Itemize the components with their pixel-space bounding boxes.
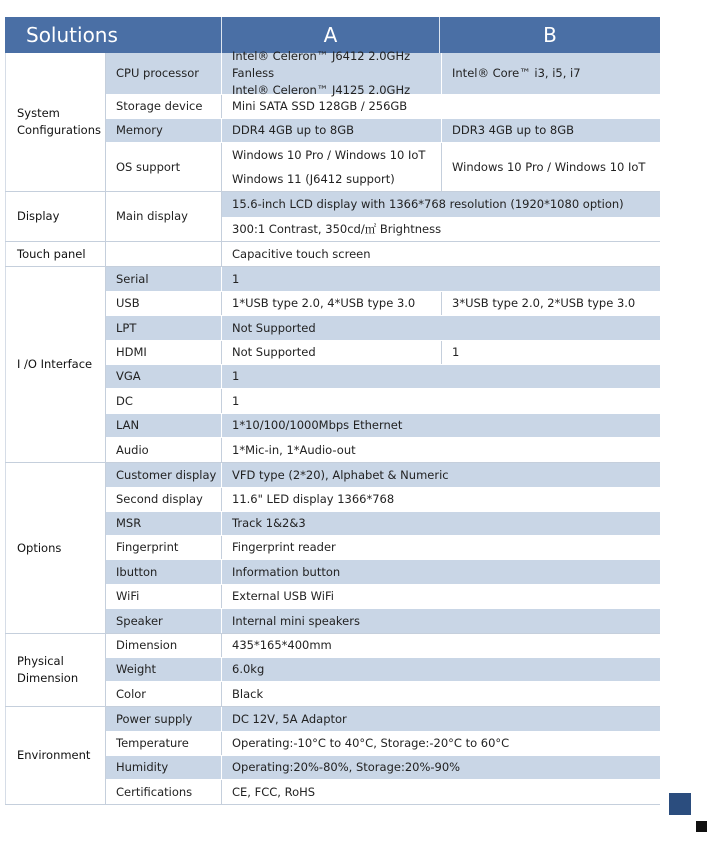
value-a: [222, 316, 660, 340]
value-line: 1*10/100/1000Mbps Ethernet: [232, 418, 403, 432]
group-name: System Configurations: [5, 53, 106, 191]
table-row: [106, 609, 660, 633]
value-a: [222, 609, 660, 633]
value-line: Intel® Celeron™ J6412 2.0GHz Fanless: [232, 49, 411, 80]
table-row: [106, 49, 660, 97]
table-row: [106, 707, 660, 732]
value-a: [222, 634, 660, 657]
value-a: [222, 682, 660, 706]
value-line: 1: [232, 393, 240, 408]
row-label: USB: [106, 292, 222, 315]
value-a: 300:1 Contrast, 350cd/㎡ Brightness: [232, 221, 442, 236]
value-line: Operating:20%-80%, Storage:20%-90%: [232, 760, 461, 774]
group-name: Touch panel: [5, 242, 106, 266]
table-row: [106, 119, 660, 143]
value-b: [441, 53, 660, 94]
decorative-square-small: [696, 821, 707, 832]
row-label: Certifications: [106, 780, 222, 804]
value-a: [222, 463, 660, 487]
value-line: 1: [232, 369, 240, 383]
row-label: Speaker: [106, 609, 222, 633]
value-a: [222, 585, 660, 608]
group-name: Environment: [5, 707, 106, 804]
row-label: MSR: [106, 512, 222, 535]
table-row: [106, 95, 660, 119]
spec-group: [5, 267, 660, 463]
value-line: Fingerprint reader: [232, 540, 336, 554]
table-row: [106, 389, 660, 414]
value-line: 1: [452, 345, 460, 359]
table-row: [106, 756, 660, 780]
spec-group: [5, 463, 660, 634]
value-a: [222, 780, 660, 804]
row-label: Audio: [106, 438, 222, 462]
value-a: [222, 292, 441, 315]
value-line: DC 12V, 5A Adaptor: [232, 711, 347, 726]
row-label: Weight: [106, 658, 222, 681]
table-row: [106, 536, 660, 560]
value-line: Windows 11 (J6412 support): [232, 172, 395, 186]
value-line: External USB WiFi: [232, 589, 334, 603]
value-b: [441, 292, 660, 315]
value-line: Windows 10 Pro / Windows 10 IoT: [452, 159, 646, 174]
value-line: Not Supported: [232, 320, 316, 335]
spec-group: [5, 707, 660, 805]
row-label: Customer display: [106, 463, 222, 487]
table-row: [106, 560, 660, 585]
header-column-b: B: [543, 23, 557, 47]
value-a: [222, 267, 660, 291]
value-a: [222, 707, 660, 731]
value-a: [222, 242, 660, 266]
row-label: HDMI: [106, 341, 222, 364]
value-a: [222, 756, 660, 779]
row-label: DC: [106, 389, 222, 413]
table-row: [106, 732, 660, 756]
spec-group: [5, 242, 660, 267]
table-row: [106, 585, 660, 609]
value-line: Track 1&2&3: [232, 516, 306, 530]
spec-table: [5, 49, 660, 805]
value-line: Information button: [232, 564, 341, 579]
value-line: 435*165*400mm: [232, 638, 332, 652]
value-a: [222, 389, 660, 413]
value-line: Capacitive touch screen: [232, 246, 371, 261]
value-line: DDR3 4GB up to 8GB: [452, 123, 575, 137]
value-line: 1*Mic-in, 1*Audio-out: [232, 442, 356, 457]
value-line: Internal mini speakers: [232, 613, 360, 628]
value-a: [222, 95, 660, 118]
value-line: DDR4 4GB up to 8GB: [232, 123, 355, 137]
group-name: Physical Dimension: [5, 634, 106, 706]
value-line: Windows 10 Pro / Windows 10 IoT: [232, 148, 426, 162]
value-line: CE, FCC, RoHS: [232, 784, 316, 799]
row-label: Serial: [106, 267, 222, 291]
value-line: 1*USB type 2.0, 4*USB type 3.0: [232, 296, 416, 310]
row-label: Storage device: [106, 95, 222, 118]
value-line: Not Supported: [232, 345, 316, 359]
table-row: [106, 143, 660, 191]
value-a: [222, 536, 660, 559]
row-label: LPT: [106, 316, 222, 340]
group-name: Options: [5, 463, 106, 633]
row-label: Ibutton: [106, 560, 222, 584]
value-b: [441, 341, 660, 364]
table-row: [106, 438, 660, 462]
value-line: Intel® Core™ i3, i5, i7: [452, 66, 581, 80]
row-label: VGA: [106, 365, 222, 388]
row-label: Humidity: [106, 756, 222, 779]
value-line: Black: [232, 686, 264, 701]
row-label: Memory: [106, 119, 222, 142]
value-a: [222, 658, 660, 681]
value-line: Operating:-10°C to 40°C, Storage:-20°C to 60°C: [232, 736, 510, 750]
value-line: 3*USB type 2.0, 2*USB type 3.0: [452, 296, 636, 310]
value-line: 1: [232, 271, 240, 286]
row-label: [106, 242, 222, 266]
row-label: Color: [106, 682, 222, 706]
row-label: CPU processor: [106, 53, 222, 94]
value-a: [222, 512, 660, 535]
value-line: VFD type (2*20), Alphabet & Numeric: [232, 467, 449, 482]
table-row: [106, 365, 660, 389]
table-row: [106, 242, 660, 266]
row-label: Dimension: [106, 634, 222, 657]
table-row: [106, 316, 660, 341]
table-row: [106, 292, 660, 316]
group-name: Display: [5, 192, 106, 241]
value-a: [222, 49, 441, 97]
row-label: Main display: [106, 192, 222, 241]
value-line: Intel® Celeron™ J4125 2.0GHz: [232, 83, 411, 97]
table-row: [106, 488, 660, 512]
row-label: Second display: [106, 488, 222, 511]
value-b: [441, 143, 660, 191]
value-a: [222, 341, 441, 364]
row-label: Temperature: [106, 732, 222, 755]
row-label: Fingerprint: [106, 536, 222, 559]
value-a: [222, 143, 441, 191]
value-a: [222, 732, 660, 755]
value-line: 6.0kg: [232, 662, 265, 676]
value-line: 11.6" LED display 1366*768: [232, 492, 395, 506]
value-line: Mini SATA SSD 128GB / 256GB: [232, 99, 408, 113]
table-row: [106, 512, 660, 536]
table-row: [106, 463, 660, 488]
table-row: [106, 414, 660, 438]
header-column-a: A: [222, 17, 440, 53]
table-row: [106, 341, 660, 365]
row-label: WiFi: [106, 585, 222, 608]
spec-group: [5, 634, 660, 707]
spec-group: [5, 49, 660, 192]
value-b: [441, 119, 660, 142]
table-row: [106, 780, 660, 804]
header-solutions: Solutions: [5, 17, 222, 53]
row-label: Power supply: [106, 707, 222, 731]
value-a: [222, 119, 441, 142]
value-a: [222, 365, 660, 388]
value-a: [222, 414, 660, 437]
table-row: [106, 267, 660, 292]
spec-group: [5, 192, 660, 242]
value-a: [222, 560, 660, 584]
value-a: [222, 488, 660, 511]
table-row: [106, 658, 660, 682]
value-a: 15.6-inch LCD display with 1366*768 resolution (1920*1080 option): [222, 192, 660, 217]
row-label: LAN: [106, 414, 222, 437]
table-row: [106, 634, 660, 658]
decorative-square: [669, 793, 691, 815]
value-a: [222, 438, 660, 462]
row-label: OS support: [106, 143, 222, 191]
group-name: I /O Interface: [5, 267, 106, 462]
table-row: [106, 682, 660, 706]
